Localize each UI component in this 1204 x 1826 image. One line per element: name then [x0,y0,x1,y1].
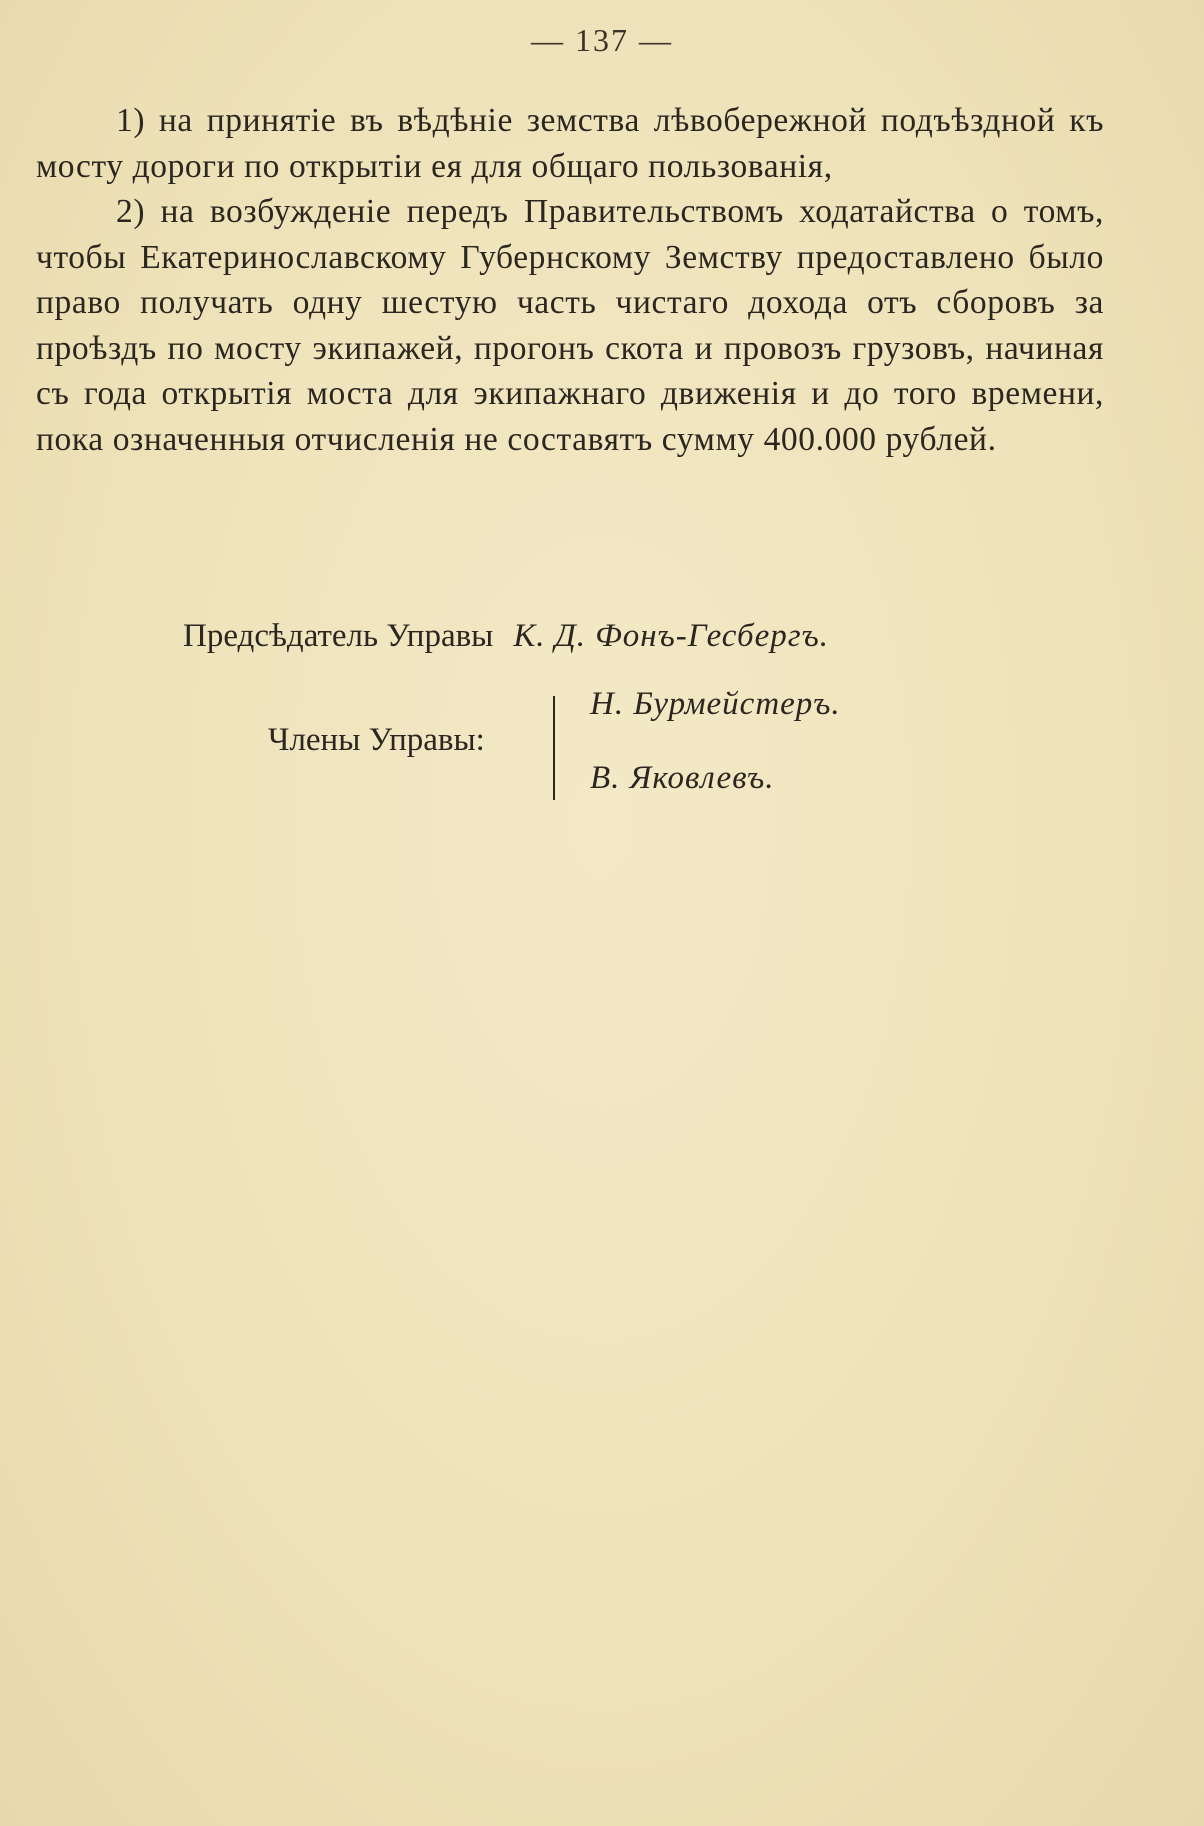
member-name: Н. Бурмейстеръ. [590,686,841,722]
paragraph-1: 1) на принятіе въ вѣдѣніе земства лѣвобережной подъѣздной къ мосту дороги по открытіи ея для общаго пользованія, [36,102,1104,185]
chair-label: Предсѣдатель Управы [183,618,494,654]
members-brace [553,696,563,800]
paragraph-2: 2) на возбужденіе передъ Правительствомъ ходатайства о томъ, чтобы Екатеринославскому Губернскому Земству предоставлено было право получать одну шестую часть чистаго дохода отъ сборовъ за проѣздъ по мосту экипажей, прогонъ скота и провозъ грузовъ, начиная съ года открытія моста для экипажнаго движенія и до того времени, пока означенныя отчисленія не составятъ сумму 400.000 рублей. [36,193,1104,458]
members-label: Члены Управы: [268,722,485,758]
body-text [36,98,1104,462]
page-number: — 137 — [531,22,673,58]
member-name: В. Яковлевъ. [590,760,775,796]
chair-signature [183,618,829,655]
chair-name: К. Д. Фонъ-Гесбергъ. [513,618,829,654]
